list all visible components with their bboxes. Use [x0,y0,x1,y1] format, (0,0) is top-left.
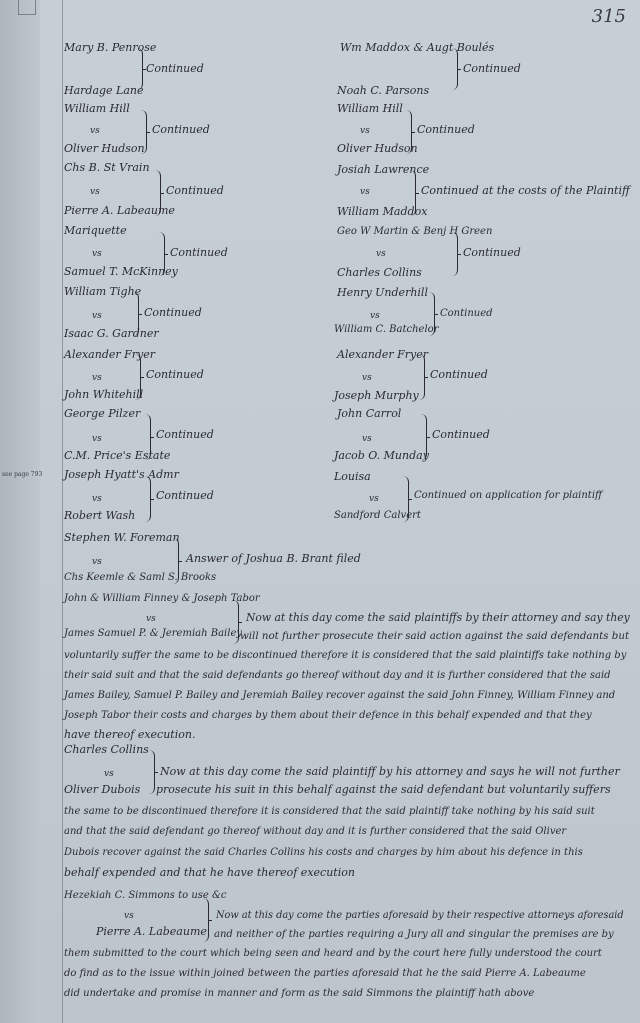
entry-line: do find as to the issue within joined between the parties aforesaid that he the said Pierre A. Labeaume [64,968,586,979]
entry-line: Now at this day come the parties aforesaid by their respective attorneys aforesaid [216,910,624,921]
entry-line: the same to be discontinued therefore it is considered that the said plaintiff take nothing by his said suit [64,806,595,817]
entry-line: voluntarily suffer the same to be discontinued therefore it is considered that the said plaintiffs take nothing by [64,650,627,661]
entry-line: have thereof execution. [64,728,196,741]
case-plaintiff: Joseph Hyatt's Admr [64,468,179,481]
case-defendant: Hardage Lane [64,84,144,97]
case-ruling: Continued [430,368,488,381]
case-plaintiff: Alexander Fryer [64,348,155,361]
case-vs: vs [92,311,102,321]
case-plaintiff: Stephen W. Foreman [64,531,180,544]
case-vs: vs [92,373,102,383]
entry-line: behalf expended and that he have thereof execution [64,866,355,879]
case-defendant: William C. Batchelor [334,324,439,335]
case-plaintiff: William Hill [64,102,130,115]
case-ruling: Continued [166,184,224,197]
case-plaintiff: Josiah Lawrence [337,163,430,176]
case-ruling: Continued [156,428,214,441]
entry-brace [148,750,155,794]
case-plaintiff: Geo W Martin & Benj H Green [337,226,493,237]
entry-defendant: James Samuel P. & Jeremiah Bailey [64,628,243,639]
entry-line: did undertake and promise in manner and form as the said Simmons the plaintiff hath above [64,988,535,999]
case-plaintiff: Alexander Fryer [337,348,428,361]
case-plaintiff: Wm Maddox & Augt Boulés [340,41,495,54]
case-vs: vs [92,249,102,259]
case-ruling: Continued [144,306,202,319]
entry-plaintiff: John & William Finney & Joseph Tabor [64,593,260,604]
case-vs: vs [90,187,100,197]
entry-line: their said suit and that the said defendants go thereof without day and it is further considered that the said [64,670,611,681]
case-plaintiff: William Hill [337,102,403,115]
entry-line: Now at this day come the said plaintiffs by their attorney and say they [246,611,630,624]
case-vs: vs [369,494,379,504]
margin-note: see page 793 [2,471,43,478]
case-ruling: Continued [463,246,521,259]
case-ruling: Continued [146,62,204,75]
case-defendant: William Maddox [337,205,428,218]
case-plaintiff: Henry Underhill [337,286,428,299]
entry-line: Joseph Tabor their costs and charges by them about their defence in this behalf expended and that they [64,710,592,721]
case-defendant: Jacob O. Munday [334,449,429,462]
case-defendant: Noah C. Parsons [337,84,430,97]
entry-vs: vs [146,614,156,624]
case-defendant: Isaac G. Gardner [64,327,159,340]
case-plaintiff: George Pilzer [64,407,141,420]
case-plaintiff: William Tighe [64,285,142,298]
case-vs: vs [376,249,386,259]
case-ruling: Answer of Joshua B. Brant filed [186,552,361,565]
case-defendant: Samuel T. McKinney [64,265,178,278]
case-defendant: Robert Wash [64,509,136,522]
case-ruling: Continued on application for plaintiff [414,490,603,501]
case-plaintiff: Mariquette [64,224,127,237]
case-vs: vs [370,311,380,321]
case-vs: vs [90,126,100,136]
entry-plaintiff: Charles Collins [64,743,149,756]
entry-line: prosecute his suit in this behalf against the said defendant but voluntarily suffers [156,783,611,796]
case-plaintiff: Mary B. Penrose [64,41,157,54]
entry-line: and that the said defendant go thereof without day and it is further considered that the said Oliver [64,826,567,837]
case-ruling: Continued [146,368,204,381]
binding-edge [0,0,43,1023]
case-ruling: Continued [170,246,228,259]
case-defendant: Charles Collins [337,266,422,279]
entry-line: will not further prosecute their said action against the said defendants but [240,630,630,642]
margin-rule [62,0,63,1023]
case-vs: vs [92,557,102,567]
entry-line: them submitted to the court which being seen and heard and by the court here fully understood the court [64,948,602,959]
case-ruling: Continued [440,308,493,319]
case-ruling: Continued [417,123,475,136]
case-defendant: C.M. Price's Estate [64,449,171,462]
case-ruling: Continued [432,428,490,441]
case-vs: vs [92,434,102,444]
entry-defendant: Pierre A. Labeaume [96,925,207,938]
case-defendant: Oliver Hudson [64,142,145,155]
case-vs: vs [92,494,102,504]
case-plaintiff: John Carrol [337,407,402,420]
entry-defendant: Oliver Dubois [64,783,141,796]
case-defendant: John Whitehill [64,388,144,401]
page-tab-mark [18,0,36,15]
case-ruling: Continued [463,62,521,75]
case-brace [451,48,458,90]
case-vs: vs [362,434,372,444]
entry-line: and neither of the parties requiring a Jury all and singular the premises are by [214,929,614,940]
case-ruling: Continued at the costs of the Plaintiff [421,184,630,197]
case-brace [451,232,458,276]
case-ruling: Continued [152,123,210,136]
entry-vs: vs [124,911,134,921]
entry-vs: vs [104,769,114,779]
case-plaintiff: Louisa [334,470,371,483]
case-brace [144,476,151,522]
entry-line: Dubois recover against the said Charles Collins his costs and charges by him about his defence in this [64,847,583,858]
entry-line: Now at this day come the said plaintiff by his attorney and says he will not further [160,765,620,778]
case-vs: vs [360,126,370,136]
case-ruling: Continued [156,489,214,502]
page-number: 315 [591,6,626,27]
case-defendant: Chs Keemle & Saml S. Brooks [64,572,217,583]
case-plaintiff: Chs B. St Vrain [64,161,150,174]
case-vs: vs [360,187,370,197]
case-brace [418,354,425,400]
case-vs: vs [362,373,372,383]
entry-plaintiff: Hezekiah C. Simmons to use &c [64,890,227,901]
case-defendant: Oliver Hudson [337,142,418,155]
case-defendant: Sandford Calvert [334,510,421,521]
case-defendant: Joseph Murphy [334,389,419,402]
case-defendant: Pierre A. Labeaume [64,204,175,217]
entry-line: James Bailey, Samuel P. Bailey and Jeremiah Bailey recover against the said John Finney, William Finney and [64,690,616,701]
